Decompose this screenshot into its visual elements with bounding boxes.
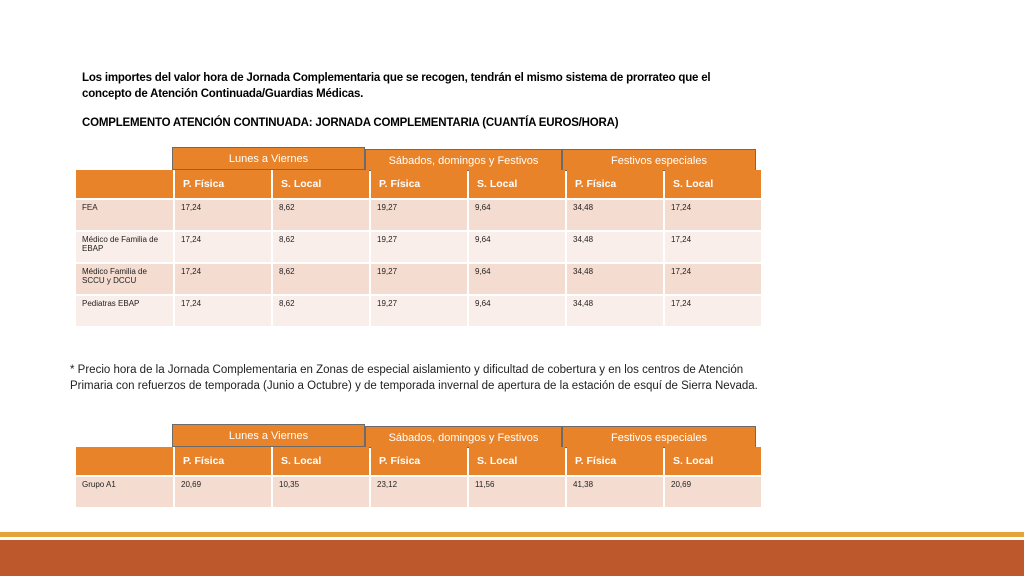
header-cell: P. Física (175, 447, 271, 475)
table-cell: 23,12 (371, 477, 467, 507)
table-row (76, 232, 761, 262)
table-cell: 11,56 (469, 477, 565, 507)
table-cell: 19,27 (371, 296, 467, 326)
intro-paragraph: Los importes del valor hora de Jornada Complementaria que se recogen, tendrán el mismo sistema de prorrateo que el concepto de Atención Continuada/Guardias Médicas. (82, 72, 711, 100)
table-cell: 20,69 (175, 477, 271, 507)
table-cell: 17,24 (175, 264, 271, 294)
header-cell: S. Local (469, 170, 565, 198)
footer-accent-line (0, 532, 1024, 537)
header-cell: P. Física (567, 170, 663, 198)
table-cell: 9,64 (469, 232, 565, 262)
table-cell: 17,24 (175, 296, 271, 326)
header-cell: S. Local (273, 170, 369, 198)
group-label-weekdays: Lunes a Viernes (172, 424, 365, 447)
table-row (76, 296, 761, 326)
row-label: Médico de Familia de EBAP (76, 232, 173, 262)
table-cell: 34,48 (567, 232, 663, 262)
table-cell: 8,62 (273, 264, 369, 294)
table-row (76, 200, 761, 230)
row-label: FEA (76, 200, 173, 230)
table-cell: 10,35 (273, 477, 369, 507)
header-cell: P. Física (371, 447, 467, 475)
header-cell: P. Física (371, 170, 467, 198)
table-header-row (76, 170, 761, 198)
table-header-row (76, 447, 761, 475)
footnote: * Precio hora de la Jornada Complementaria en Zonas de especial aislamiento y dificultad de cobertura y en los centros de Atención Primaria con refuerzos de temporada (Junio a Octubre) y de temporada invernal de apertura de la estación de esquí de Sierra Nevada. (70, 364, 758, 392)
table-cell: 8,62 (273, 200, 369, 230)
intro-text (82, 70, 762, 131)
header-cell (76, 447, 173, 475)
header-cell: S. Local (665, 170, 761, 198)
row-label: Médico Familia de SCCU y DCCU (76, 264, 173, 294)
header-cell: S. Local (665, 447, 761, 475)
table-cell: 41,38 (567, 477, 663, 507)
table-cell: 17,24 (665, 200, 761, 230)
table-cell: 19,27 (371, 232, 467, 262)
table-cell: 17,24 (175, 200, 271, 230)
header-cell (76, 170, 173, 198)
table-cell: 34,48 (567, 264, 663, 294)
table-row (76, 264, 761, 294)
group-label-special-holidays: Festivos especiales (562, 426, 756, 448)
table-cell: 34,48 (567, 296, 663, 326)
table-cell: 17,24 (175, 232, 271, 262)
group-label-weekends: Sábados, domingos y Festivos (365, 149, 562, 171)
table-cell: 9,64 (469, 200, 565, 230)
table-cell: 17,24 (665, 264, 761, 294)
table-cell: 17,24 (665, 232, 761, 262)
section-heading: COMPLEMENTO ATENCIÓN CONTINUADA: JORNADA COMPLEMENTARIA (CUANTÍA EUROS/HORA) (82, 117, 619, 129)
header-cell: S. Local (273, 447, 369, 475)
footer-bar (0, 540, 1024, 576)
group-label-weekends: Sábados, domingos y Festivos (365, 426, 562, 448)
table-cell: 9,64 (469, 296, 565, 326)
table-cell: 8,62 (273, 296, 369, 326)
header-cell: P. Física (175, 170, 271, 198)
table-cell: 17,24 (665, 296, 761, 326)
table-row (76, 477, 761, 507)
group-label-special-holidays: Festivos especiales (562, 149, 756, 171)
rates-table-special-zones (74, 445, 763, 509)
group-label-weekdays: Lunes a Viernes (172, 147, 365, 170)
table-cell: 8,62 (273, 232, 369, 262)
header-cell: S. Local (469, 447, 565, 475)
table-cell: 20,69 (665, 477, 761, 507)
header-cell: P. Física (567, 447, 663, 475)
row-label: Pediatras EBAP (76, 296, 173, 326)
row-label: Grupo A1 (76, 477, 173, 507)
rates-table (74, 168, 763, 328)
table-cell: 19,27 (371, 264, 467, 294)
table-cell: 9,64 (469, 264, 565, 294)
table-cell: 34,48 (567, 200, 663, 230)
table-cell: 19,27 (371, 200, 467, 230)
